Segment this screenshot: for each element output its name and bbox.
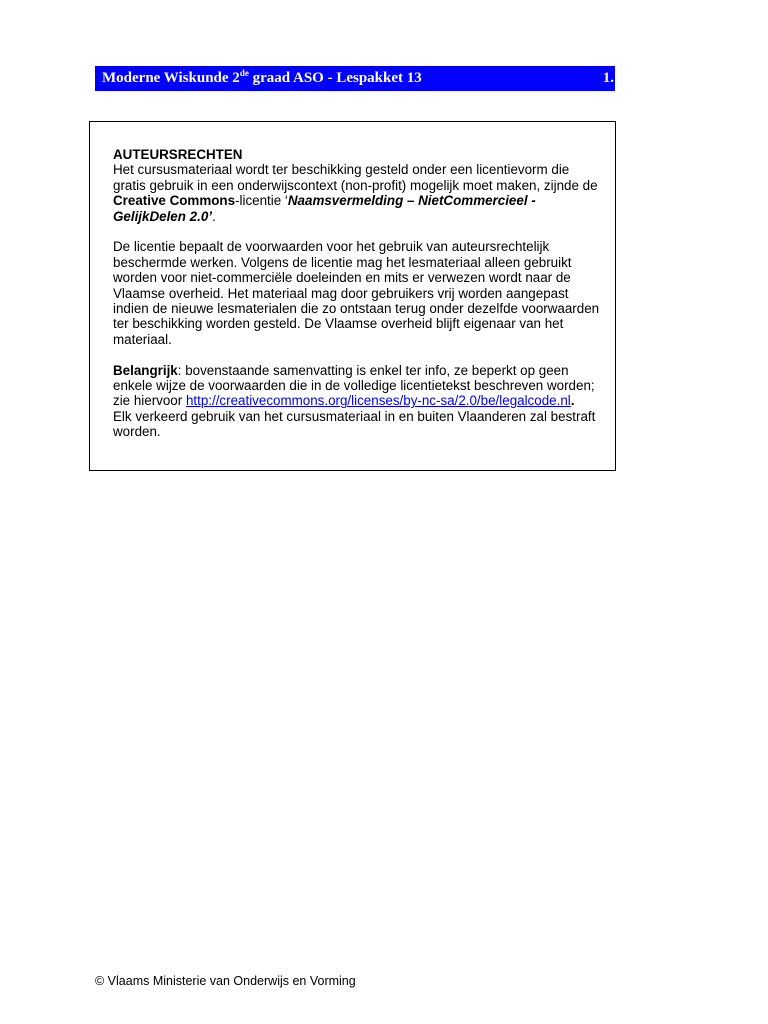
copyright-heading: AUTEURSRECHTEN (113, 147, 243, 162)
license-name: Naamsvermelding – NietCommercieel - GelijkDelen 2.0’ (113, 193, 536, 224)
license-link[interactable]: http://creativecommons.org/licenses/by-nc-sa/2.0/be/legalcode.nl (185, 393, 571, 409)
page-header (95, 66, 615, 91)
license-paragraph-1: Het cursusmateriaal wordt ter beschikking gesteld onder een licentievorm die gratis gebruik in een onderwijscontext (non-profit) mogelijk moet maken, zijnde de Creative Commons-licentie ‘Naamsvermelding – NietCommercieel - GelijkDelen 2.0’. (113, 162, 598, 224)
page-number: 1. (602, 70, 614, 86)
creative-commons-term: Creative Commons (113, 193, 236, 209)
footer-copyright: © Vlaams Ministerie van Onderwijs en Vorming (95, 974, 356, 988)
header-title: Moderne Wiskunde 2de graad ASO - Lespakket 13 (102, 68, 422, 86)
header-title-superscript: de (239, 68, 249, 78)
copyright-notice-box (89, 121, 616, 471)
license-paragraph-3: Belangrijk: bovenstaande samenvatting is enkel ter info, ze beperkt op geen enkele wijze de voorwaarden die in de volledige licentietekst beschreven worden; zie hiervoor http://creativecommons.org/licenses/by-nc-sa/2.0/be/legalcode.nl. (113, 362, 595, 409)
license-paragraph-2: De licentie bepaalt de voorwaarden voor het gebruik van auteursrechtelijk beschermde werken. Volgens de licentie mag het lesmateriaal alleen gebruikt worden voor niet-commerciële doeleinden en mits er verwezen wordt naar de Vlaamse overheid. Het materiaal mag door gebruikers vrij worden aangepast indien de nieuwe lesmaterialen die zo ontstaan terug onder dezelfde voorwaarden ter beschikking worden gesteld. De Vlaamse overheid blijft eigenaar van het materiaal. (113, 239, 600, 347)
important-label: Belangrijk (113, 362, 178, 378)
license-paragraph-4: Elk verkeerd gebruik van het cursusmateriaal in en buiten Vlaanderen zal bestraft worden. (113, 408, 596, 440)
